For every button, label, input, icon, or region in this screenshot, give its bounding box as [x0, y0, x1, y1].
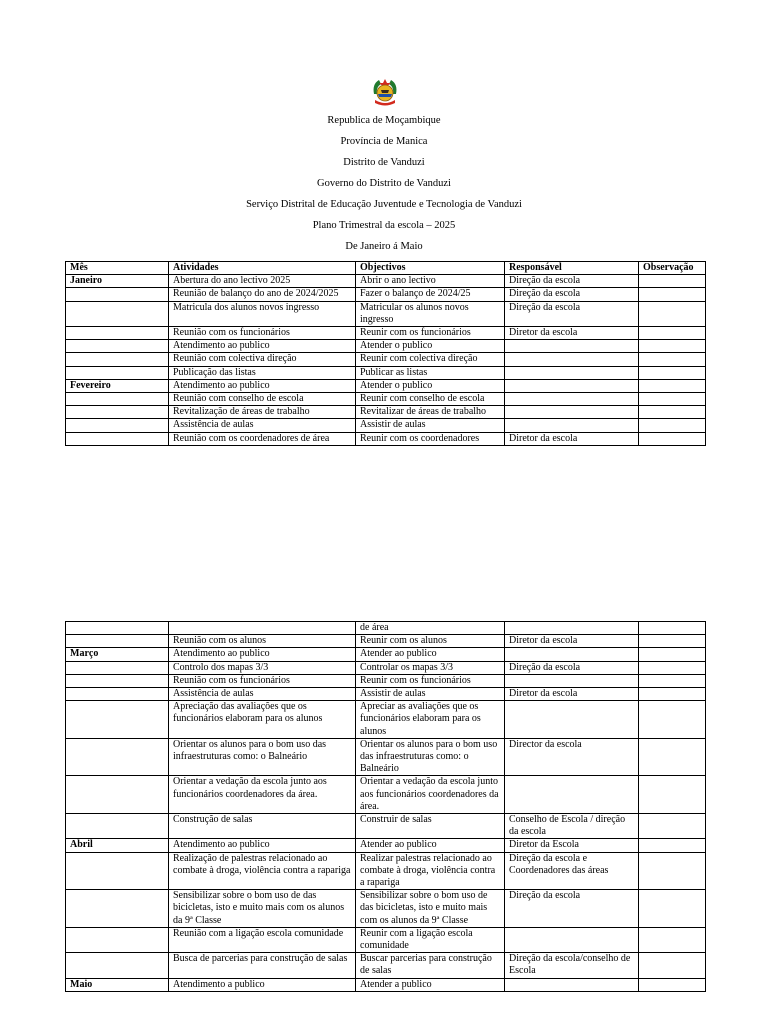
cell-responsible: Direção da escola [505, 890, 639, 928]
cell-responsible [505, 340, 639, 353]
coat-of-arms-emblem [370, 76, 400, 108]
cell-objective: Orientar os alunos para o bom uso das infraestruturas como: o Balneário [356, 738, 505, 776]
cell-objective: Matricular os alunos novos ingresso [356, 301, 505, 326]
table-row [66, 701, 706, 739]
table-row [66, 852, 706, 890]
cell-objective: Atender o publico [356, 379, 505, 392]
cell-month [66, 635, 169, 648]
cell-month [66, 814, 169, 839]
table-row [66, 419, 706, 432]
header-period: De Janeiro á Maio [345, 241, 423, 252]
cell-observation [639, 814, 706, 839]
cell-month [66, 327, 169, 340]
cell-observation [639, 738, 706, 776]
cell-activity: Orientar os alunos para o bom uso das infraestruturas como: o Balneário [169, 738, 356, 776]
cell-objective: Atender a publico [356, 978, 505, 991]
cell-observation [639, 432, 706, 445]
cell-responsible [505, 648, 639, 661]
table-row [66, 953, 706, 978]
cell-observation [639, 340, 706, 353]
table-row [66, 927, 706, 952]
cell-month: Janeiro [66, 275, 169, 288]
cell-activity: Reunião com a ligação escola comunidade [169, 927, 356, 952]
cell-activity: Apreciação das avaliações que os funcionários elaboram para os alunos [169, 701, 356, 739]
cell-responsible: Conselho de Escola / direção da escola [505, 814, 639, 839]
table-row [66, 406, 706, 419]
table-row [66, 890, 706, 928]
cell-responsible: Director da escola [505, 738, 639, 776]
cell-responsible: Diretor da escola [505, 327, 639, 340]
cell-objective: Orientar a vedação da escola junto aos funcionários coordenadores da área. [356, 776, 505, 814]
cell-objective: Reunir com os funcionários [356, 327, 505, 340]
cell-responsible: Direção da escola [505, 301, 639, 326]
cell-objective: Abrir o ano lectivo [356, 275, 505, 288]
cell-objective: Construir de salas [356, 814, 505, 839]
cell-observation [639, 419, 706, 432]
cell-responsible: Diretor da escola [505, 432, 639, 445]
cell-observation [639, 366, 706, 379]
cell-activity: Construção de salas [169, 814, 356, 839]
cell-objective: Reunir com os coordenadores [356, 432, 505, 445]
cell-objective: Buscar parcerias para construção de salas [356, 953, 505, 978]
cell-activity: Reunião com colectiva direção [169, 353, 356, 366]
table-row [66, 738, 706, 776]
cell-month [66, 688, 169, 701]
cell-month [66, 890, 169, 928]
header-service: Serviço Distrital de Educação Juventude e Tecnologia de Vanduzi [246, 199, 522, 210]
cell-objective: de área [356, 622, 505, 635]
cell-objective: Reunir com a ligação escola comunidade [356, 927, 505, 952]
cell-responsible [505, 419, 639, 432]
table-row [66, 635, 706, 648]
cell-activity: Assistência de aulas [169, 419, 356, 432]
cell-objective: Reunir com os alunos [356, 635, 505, 648]
cell-objective: Atender ao publico [356, 839, 505, 852]
header-country: Republica de Moçambique [327, 115, 441, 126]
cell-month [66, 406, 169, 419]
cell-month [66, 738, 169, 776]
table-row [66, 674, 706, 687]
cell-activity: Controlo dos mapas 3/3 [169, 661, 356, 674]
table-row [66, 622, 706, 635]
cell-responsible [505, 978, 639, 991]
cell-activity: Atendimento ao publico [169, 648, 356, 661]
header-province: Província de Manica [340, 136, 428, 147]
cell-activity: Reunião com os coordenadores de área [169, 432, 356, 445]
cell-activity: Reunião com os funcionários [169, 674, 356, 687]
header-government: Governo do Distrito de Vanduzi [317, 178, 451, 189]
cell-month [66, 701, 169, 739]
cell-observation [639, 648, 706, 661]
table-row [66, 301, 706, 326]
cell-responsible: Direção da escola [505, 288, 639, 301]
cell-activity: Realização de palestras relacionado ao combate à droga, violência contra a rapariga [169, 852, 356, 890]
header-activities: Atividades [169, 262, 356, 275]
cell-observation [639, 301, 706, 326]
cell-month [66, 301, 169, 326]
cell-responsible [505, 353, 639, 366]
cell-month: Março [66, 648, 169, 661]
cell-activity: Sensibilizar sobre o bom uso de das bicicletas, isto e muito mais com os alunos da 9ª Classe [169, 890, 356, 928]
header-objectives: Objectivos [356, 262, 505, 275]
cell-observation [639, 622, 706, 635]
cell-observation [639, 701, 706, 739]
table-row [66, 327, 706, 340]
cell-responsible: Diretor da escola [505, 688, 639, 701]
cell-month: Abril [66, 839, 169, 852]
cell-month [66, 776, 169, 814]
cell-month [66, 432, 169, 445]
cell-objective: Reunir com conselho de escola [356, 393, 505, 406]
cell-month [66, 419, 169, 432]
cell-activity: Orientar a vedação da escola junto aos funcionários coordenadores da área. [169, 776, 356, 814]
cell-observation [639, 661, 706, 674]
cell-month [66, 953, 169, 978]
cell-observation [639, 406, 706, 419]
table-row [66, 814, 706, 839]
cell-observation [639, 776, 706, 814]
cell-objective: Controlar os mapas 3/3 [356, 661, 505, 674]
table-row [66, 393, 706, 406]
table-row [66, 275, 706, 288]
table-row [66, 366, 706, 379]
cell-objective: Atender o publico [356, 340, 505, 353]
cell-objective: Reunir com os funcionários [356, 674, 505, 687]
cell-month [66, 927, 169, 952]
cell-activity: Reunião com os funcionários [169, 327, 356, 340]
cell-activity: Publicação das listas [169, 366, 356, 379]
cell-responsible: Diretor da Escola [505, 839, 639, 852]
cell-responsible: Direção da escola [505, 661, 639, 674]
cell-month [66, 661, 169, 674]
cell-activity: Atendimento a publico [169, 978, 356, 991]
cell-observation [639, 852, 706, 890]
plan-table-page2 [65, 621, 706, 992]
cell-responsible: Diretor da escola [505, 635, 639, 648]
cell-responsible [505, 393, 639, 406]
cell-objective: Apreciar as avaliações que os funcionários elaboram para os alunos [356, 701, 505, 739]
cell-responsible: Direção da escola/conselho de Escola [505, 953, 639, 978]
table-row [66, 353, 706, 366]
cell-observation [639, 393, 706, 406]
plan-table-page1 [65, 261, 706, 446]
cell-activity: Atendimento ao publico [169, 379, 356, 392]
cell-month [66, 288, 169, 301]
cell-activity: Reunião com conselho de escola [169, 393, 356, 406]
cell-month [66, 393, 169, 406]
cell-responsible [505, 379, 639, 392]
cell-observation [639, 275, 706, 288]
cell-objective: Revitalizar de áreas de trabalho [356, 406, 505, 419]
header-responsible: Responsável [505, 262, 639, 275]
header-month: Mês [66, 262, 169, 275]
cell-objective: Reunir com colectiva direção [356, 353, 505, 366]
cell-objective: Publicar as listas [356, 366, 505, 379]
cell-activity: Busca de parcerias para construção de salas [169, 953, 356, 978]
cell-observation [639, 379, 706, 392]
cell-objective: Atender ao publico [356, 648, 505, 661]
header-plan-title: Plano Trimestral da escola – 2025 [312, 220, 456, 231]
cell-activity: Revitalização de áreas de trabalho [169, 406, 356, 419]
cell-activity: Atendimento ao publico [169, 340, 356, 353]
table-row [66, 432, 706, 445]
cell-observation [639, 327, 706, 340]
cell-responsible: Direção da escola [505, 275, 639, 288]
table-header-row [66, 262, 706, 275]
table-body-page2 [66, 622, 706, 992]
cell-objective: Fazer o balanço de 2024/25 [356, 288, 505, 301]
header-observation: Observação [639, 262, 706, 275]
cell-responsible [505, 927, 639, 952]
table-body-page1 [66, 275, 706, 446]
cell-activity: Assistência de aulas [169, 688, 356, 701]
cell-responsible [505, 701, 639, 739]
cell-month: Fevereiro [66, 379, 169, 392]
header-district: Distrito de Vanduzi [343, 157, 425, 168]
table-row [66, 648, 706, 661]
cell-responsible [505, 622, 639, 635]
cell-observation [639, 674, 706, 687]
cell-observation [639, 839, 706, 852]
cell-responsible: Direção da escola e Coordenadores das áreas [505, 852, 639, 890]
cell-objective: Assistir de aulas [356, 419, 505, 432]
table-row [66, 688, 706, 701]
cell-activity: Matricula dos alunos novos ingresso [169, 301, 356, 326]
cell-month [66, 852, 169, 890]
cell-responsible [505, 674, 639, 687]
table-row [66, 978, 706, 991]
cell-observation [639, 688, 706, 701]
cell-month [66, 366, 169, 379]
table-row [66, 776, 706, 814]
table-row [66, 288, 706, 301]
cell-month: Maio [66, 978, 169, 991]
cell-observation [639, 978, 706, 991]
cell-observation [639, 288, 706, 301]
cell-objective: Sensibilizar sobre o bom uso de das bicicletas, isto e muito mais com os alunos da 9ª Classe [356, 890, 505, 928]
cell-observation [639, 353, 706, 366]
cell-objective: Assistir de aulas [356, 688, 505, 701]
table-row [66, 661, 706, 674]
cell-month [66, 353, 169, 366]
cell-observation [639, 927, 706, 952]
cell-observation [639, 953, 706, 978]
table-row [66, 839, 706, 852]
cell-activity: Atendimento ao publico [169, 839, 356, 852]
cell-activity: Reunião com os alunos [169, 635, 356, 648]
cell-month [66, 340, 169, 353]
cell-activity: Abertura do ano lectivo 2025 [169, 275, 356, 288]
cell-activity: Reunião de balanço do ano de 2024/2025 [169, 288, 356, 301]
cell-month [66, 674, 169, 687]
cell-responsible [505, 406, 639, 419]
cell-observation [639, 890, 706, 928]
cell-month [66, 622, 169, 635]
cell-activity [169, 622, 356, 635]
cell-observation [639, 635, 706, 648]
cell-responsible [505, 366, 639, 379]
cell-responsible [505, 776, 639, 814]
table-row [66, 340, 706, 353]
cell-objective: Realizar palestras relacionado ao combate à droga, violência contra a rapariga [356, 852, 505, 890]
table-row [66, 379, 706, 392]
